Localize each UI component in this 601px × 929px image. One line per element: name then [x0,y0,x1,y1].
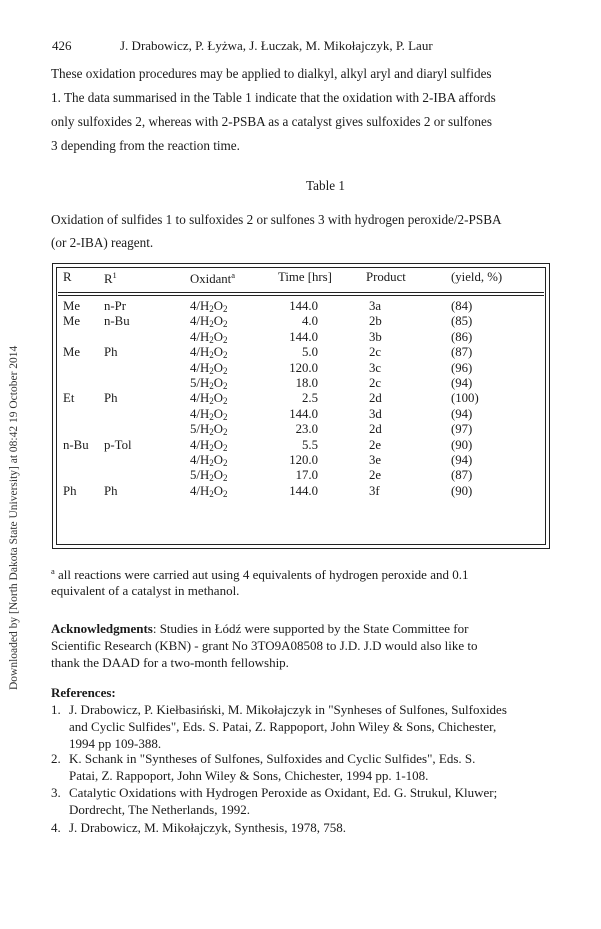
cell-oxidant: $5/H_2O_2$ [190,376,228,391]
acknowledgments [51,620,559,671]
cell-r: Me [63,299,81,313]
cell-time: 5.0 [302,345,318,360]
reference-line: Catalytic Oxidations with Hydrogen Peroxide as Oxidant, Ed. G. Strukul, Kluwer; [69,785,498,800]
reference-line: Patai, Z. Rappoport, John Wiley & Sons, Chichester, 1994 pp. 1-108. [69,768,429,783]
cell-time: 4.0 [302,314,318,329]
cell-time: 120.0 [289,360,318,375]
col-header-time: Time [hrs] [278,270,332,284]
cell-product: 2b [369,314,382,329]
table-footnote [51,563,556,599]
cell-time: 120.0 [289,453,318,467]
cell-oxidant: $4/H_2O_2$ [190,391,228,407]
ack-line: thank the DAAD for a two-month fellowship. [51,655,289,670]
caption-line: Oxidation of sulfides 1 to sulfoxides 2 or sulfones 3 with hydrogen peroxide/2-PSBA [51,212,502,227]
cell-yield: (94) [451,453,473,467]
cell-yield: (86) [451,329,473,344]
download-watermark: Downloaded by [North Dakota State University] at 08:42 19 October 2014 [8,345,20,690]
cell-time: 23.0 [295,422,318,437]
col-header-yield: (yield, %) [451,270,503,284]
cell-product: 3a [369,299,382,313]
ack-line: : Studies in Łódź were supported by the State Committee for [152,621,469,636]
cell-product: 2e [369,437,382,452]
reference-line: J. Drabowicz, M. Mikołajczyk, Synthesis, 1978, 758. [69,820,346,835]
cell-yield: (96) [451,360,473,375]
reference-number: 3. [51,785,61,800]
cell-oxidant: $5/H_2O_2$ [190,468,228,484]
cell-oxidant: $4/H_2O_2$ [190,299,228,314]
cell-time: 18.0 [295,376,318,390]
running-authors: J. Drabowicz, P. Łyżwa, J. Łuczak, M. Mikołajczyk, P. Laur [120,38,433,53]
cell-time: 144.0 [289,299,318,313]
cell-r1: n-Pr [104,299,127,313]
reference-item [51,784,559,818]
intro-line: These oxidation procedures may be applied to dialkyl, alkyl aryl and diaryl sulfides [51,66,492,81]
reference-item [51,750,559,784]
footnote-marker: a [51,566,55,576]
reference-item [51,701,559,752]
cell-r: Et [63,391,75,406]
cell-product: 3e [369,453,382,467]
cell-product: 3b [369,329,382,344]
col-header-r: R [63,270,72,284]
cell-r: Me [63,314,81,329]
reference-line: and Cyclic Sulfides", Eds. S. Patai, Z. Rappoport, John Wiley & Sons, Chichester, [69,719,497,734]
cell-oxidant: $4/H_2O_2$ [190,406,228,422]
footnote-line: all reactions were carried aut using 4 equivalents of hydrogen peroxide and 0.1 [54,567,469,582]
cell-yield: (87) [451,345,473,360]
cell-r1: n-Bu [104,314,130,329]
cell-yield: (97) [451,422,473,437]
cell-time: 5.5 [302,437,318,452]
references-heading: References: [51,685,116,700]
page-number: 426 [52,38,72,53]
cell-r: n-Bu [63,437,89,452]
reference-line: J. Drabowicz, P. Kiełbasiński, M. Mikołajczyk in "Synheses of Sulfones, Sulfoxides [69,702,507,717]
reference-line: 1994 pp 109-388. [69,736,162,751]
cell-r1: Ph [104,391,118,406]
cell-time: 144.0 [289,329,318,344]
cell-oxidant: $4/H_2O_2$ [190,314,228,330]
cell-product: 2d [369,391,382,406]
cell-oxidant: $5/H_2O_2$ [190,422,228,438]
cell-time: 144.0 [289,406,318,421]
col-header-product: Product [366,270,406,284]
cell-yield: (94) [451,376,473,390]
caption-line: (or 2-IBA) reagent. [51,235,154,250]
cell-oxidant: $4/H_2O_2$ [190,360,228,376]
cell-yield: (90) [451,437,473,452]
cell-product: 2e [369,468,382,483]
cell-yield: (90) [451,483,473,498]
cell-yield: (85) [451,314,473,329]
col-header-oxidant: Oxidant$^a$ [190,270,236,286]
col-header-r1: $R^1$ [104,270,117,286]
reference-number: 4. [51,820,61,835]
cell-time: 17.0 [295,468,318,483]
cell-r: Ph [63,483,77,498]
cell-r1: p-Tol [104,437,132,452]
reference-item [51,819,559,836]
footnote-line: equivalent of a catalyst in methanol. [51,583,240,598]
cell-yield: (100) [451,391,479,406]
cell-r: Me [63,345,81,360]
cell-product: 2c [369,376,382,390]
cell-oxidant: $4/H_2O_2$ [190,453,228,468]
cell-time: 2.5 [302,391,318,406]
cell-oxidant: $4/H_2O_2$ [190,345,228,361]
header-rule [58,295,544,296]
cell-product: 3d [369,406,382,421]
acknowledgments-label: Acknowledgments [51,621,153,636]
cell-time: 144.0 [289,483,318,498]
reference-number: 2. [51,751,61,766]
cell-yield: (94) [451,406,473,421]
cell-oxidant: $4/H_2O_2$ [190,329,228,345]
cell-product: 2c [369,345,382,360]
ack-line: Scientific Research (KBN) - grant No 3TO9A08508 to J.D. J.D would also like to [51,638,478,653]
cell-oxidant: $4/H_2O_2$ [190,483,228,499]
reference-line: K. Schank in "Syntheses of Sulfones, Sulfoxides and Cyclic Sulfides", Eds. S. [69,751,476,766]
table-caption [51,208,556,254]
table-title: Table 1 [306,178,345,193]
cell-r1: Ph [104,345,118,360]
intro-line: 3 depending from the reaction time. [51,138,240,153]
reference-line: Dordrecht, The Netherlands, 1992. [69,802,250,817]
cell-product: 3f [369,483,380,498]
cell-product: 2d [369,422,382,437]
intro-line: 1. The data summarised in the Table 1 indicate that the oxidation with 2-IBA affords [51,90,496,105]
cell-oxidant: $4/H_2O_2$ [190,437,228,453]
intro-paragraph [51,62,553,158]
intro-line: only sulfoxides 2, whereas with 2-PSBA as a catalyst gives sulfoxides 2 or sulfones [51,114,492,129]
reference-number: 1. [51,702,61,717]
cell-yield: (84) [451,299,473,313]
cell-product: 3c [369,360,382,375]
header-rule [58,292,544,293]
cell-r1: Ph [104,483,118,498]
cell-yield: (87) [451,468,473,483]
